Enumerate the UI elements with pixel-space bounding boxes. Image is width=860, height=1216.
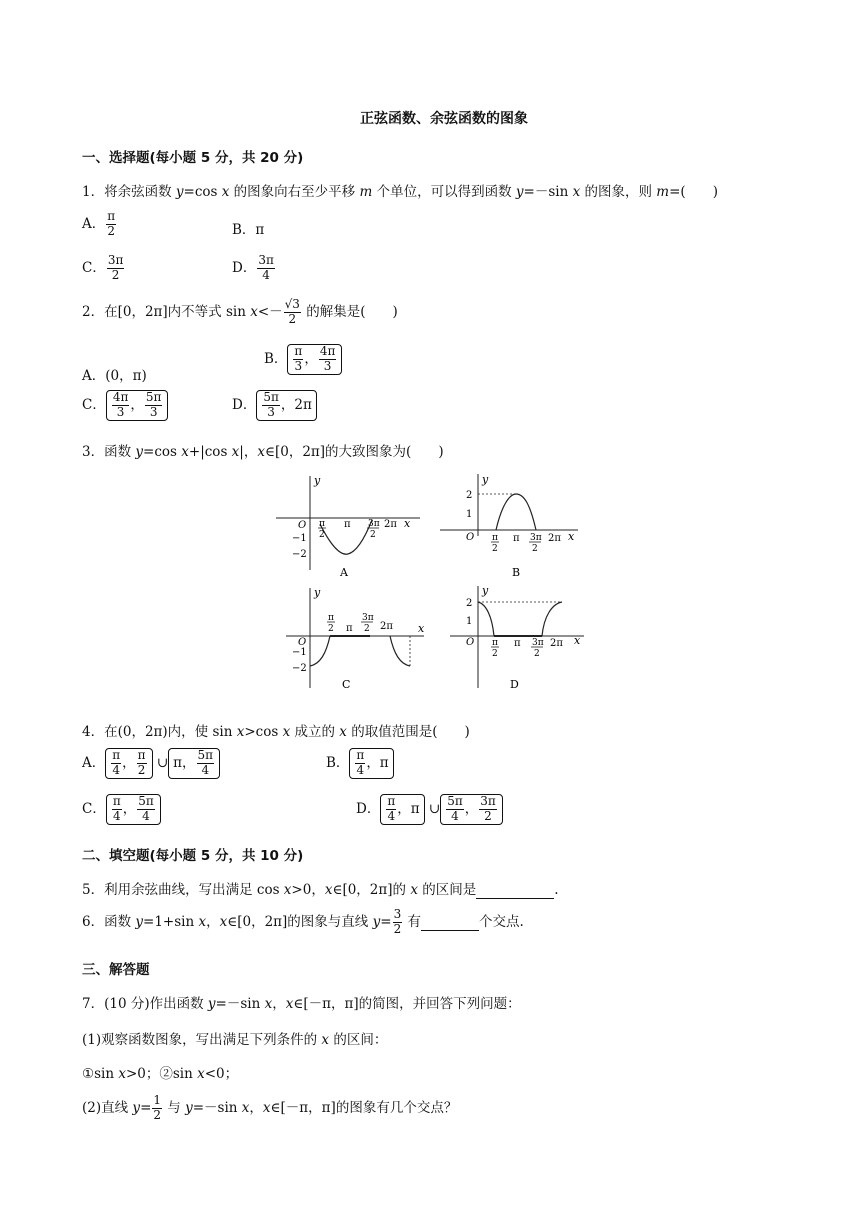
interval-bracket xyxy=(440,794,503,825)
x-axis-label: x xyxy=(418,622,425,635)
q5-var: x xyxy=(410,882,418,898)
q4-text: 成立的 xyxy=(290,724,340,740)
q7-var: x xyxy=(264,996,273,1012)
x-tick-label: π xyxy=(344,519,351,530)
q6-var: y xyxy=(372,913,381,930)
q4-var: x xyxy=(282,724,291,740)
y-axis-label: y xyxy=(482,473,489,486)
x-axis-label: x xyxy=(568,530,575,543)
option-label: A． xyxy=(82,215,106,232)
q2-text: 的解集是( ) xyxy=(301,303,398,320)
numerator: 5π xyxy=(447,794,463,808)
q1-option-a[interactable] xyxy=(82,210,117,239)
question-3-stem xyxy=(82,440,444,460)
union-symbol: ∪ xyxy=(428,800,441,817)
separator: ， xyxy=(122,800,137,817)
graph-caption: C xyxy=(342,678,351,691)
origin-label: O xyxy=(298,637,307,648)
graph-a[interactable] xyxy=(270,470,430,582)
interval-bracket xyxy=(349,748,393,779)
fraction xyxy=(355,749,365,778)
q4-option-c[interactable] xyxy=(82,794,161,825)
option-label: D． xyxy=(232,396,257,413)
x-tick-label: π xyxy=(513,533,520,544)
q7-text: ， xyxy=(272,996,286,1012)
q7-text: (1)观察函数图象，写出满足下列条件的 xyxy=(82,1032,322,1048)
q1-text: 1．将余弦函数 xyxy=(82,184,176,200)
q4-text: 的取值范围是( ) xyxy=(346,724,470,740)
q1-var: m xyxy=(656,184,670,200)
q7-text: ∈[－π，π]的简图，并回答下列问题： xyxy=(293,996,521,1012)
fraction xyxy=(319,345,337,374)
graph-caption: D xyxy=(510,678,519,691)
fraction xyxy=(112,795,122,824)
numerator: 3π xyxy=(258,253,274,267)
x-tick-label: 3π xyxy=(362,613,374,623)
q1-option-b[interactable]: B．π xyxy=(232,222,265,238)
y-tick-label: −1 xyxy=(292,647,307,658)
y-tick-label: 2 xyxy=(466,490,473,501)
separator: ，π xyxy=(366,754,389,771)
axes xyxy=(440,474,578,536)
fraction xyxy=(137,749,147,778)
open-interval-bracket xyxy=(256,390,317,421)
q7-text: 的区间： xyxy=(329,1032,388,1048)
numerator: 5π xyxy=(145,390,162,404)
numerator: π xyxy=(107,209,116,223)
q5-text: ∈[0，2π]的 xyxy=(332,882,411,898)
denominator: 2 xyxy=(288,311,297,326)
denominator: 4 xyxy=(387,808,396,823)
numerator: √3 xyxy=(284,297,300,311)
numerator: π xyxy=(356,748,365,762)
question-7-stem xyxy=(82,992,521,1012)
q3-var: x xyxy=(231,444,240,460)
q1-text: 个单位，可以得到函数 xyxy=(372,184,516,200)
q4-var: x xyxy=(236,724,245,740)
fraction xyxy=(284,298,301,327)
union-symbol: ∪ xyxy=(156,754,169,771)
origin-label: O xyxy=(466,637,475,648)
x-tick-label: 2 xyxy=(364,624,370,634)
numerator: 5π xyxy=(263,390,279,404)
q3-text: ∈[0，2π]的大致图象为( ) xyxy=(264,444,444,460)
q7-var: x xyxy=(262,1099,271,1116)
section-fill-heading: 二、填空题(每小题 5 分，共 10 分) xyxy=(82,848,304,864)
curve-left xyxy=(310,636,330,666)
numerator: 5π xyxy=(197,748,214,762)
q6-text: =1+sin xyxy=(143,913,199,930)
numerator: 1 xyxy=(153,1093,162,1107)
q2-option-c[interactable] xyxy=(82,390,168,421)
denominator: 4 xyxy=(112,808,121,823)
curve-left xyxy=(478,602,494,636)
x-tick-label: 3π xyxy=(532,638,544,648)
q7-text: ∈[－π，π]的图象有几个交点？ xyxy=(270,1099,458,1116)
q6-text: = xyxy=(380,913,392,930)
q1-var: y xyxy=(515,184,524,200)
denominator: 3 xyxy=(149,404,158,419)
q2-text: 2．在[0，2π]内不等式 sin xyxy=(82,303,251,320)
q1-var: y xyxy=(175,184,184,200)
x-axis-label: x xyxy=(574,634,581,647)
section-choice-heading: 一、选择题(每小题 5 分，共 20 分) xyxy=(82,150,304,166)
y-tick-label: 2 xyxy=(466,598,473,609)
q5-var: x xyxy=(283,882,292,898)
interval-bracket xyxy=(380,794,424,825)
q4-text: 4．在(0，2π)内，使 sin xyxy=(82,724,237,740)
option-label: B． xyxy=(326,754,350,771)
option-label: B． xyxy=(264,350,288,367)
q1-var: x xyxy=(572,184,581,200)
curve-right xyxy=(390,636,410,666)
question-1-stem xyxy=(82,180,718,200)
q7-var: x xyxy=(321,1032,330,1048)
option-label: A． xyxy=(82,754,106,771)
denominator: 3 xyxy=(294,358,303,373)
q1-text: =( ) xyxy=(669,184,718,200)
question-5-stem xyxy=(82,878,559,899)
y-tick-label: 1 xyxy=(466,509,473,520)
q1-option-c[interactable] xyxy=(82,254,125,283)
y-tick-label: −2 xyxy=(292,663,307,674)
fraction xyxy=(197,749,215,778)
separator: ， xyxy=(130,396,144,413)
separator: ，2π xyxy=(280,396,312,413)
q2-var: x xyxy=(250,303,258,320)
q7-text: 7．(10 分)作出函数 xyxy=(82,996,208,1012)
graph-caption: A xyxy=(340,566,348,579)
denominator: 2 xyxy=(393,921,402,936)
denominator: 4 xyxy=(112,762,121,777)
denominator: 2 xyxy=(484,808,492,823)
q5-text: 的区间是 xyxy=(417,882,477,898)
denominator: 4 xyxy=(201,762,210,777)
q3-var: x xyxy=(257,444,265,460)
x-tick-label: 2π xyxy=(380,621,393,632)
graph-b[interactable] xyxy=(438,470,588,582)
numerator: π xyxy=(137,748,146,762)
q5-var: x xyxy=(324,882,333,898)
denominator: 2 xyxy=(107,223,116,238)
denominator: 3 xyxy=(116,404,125,419)
fraction xyxy=(106,210,116,239)
q7-var: x xyxy=(197,1066,205,1082)
fraction xyxy=(293,345,303,374)
q7-var: x xyxy=(285,996,294,1012)
x-tick-label: 2 xyxy=(319,530,325,540)
interval-bracket xyxy=(105,748,152,779)
q5-text: 5．利用余弦曲线，写出满足 cos xyxy=(82,882,284,898)
x-tick-label: 3π xyxy=(530,533,542,543)
question-7-part-1 xyxy=(82,1028,387,1048)
answer-blank[interactable] xyxy=(421,914,479,931)
q7-text: ， xyxy=(249,1099,263,1116)
fraction xyxy=(111,749,121,778)
question-6-stem xyxy=(82,908,524,937)
x-tick-label: 3π xyxy=(368,519,380,529)
q3-var: x xyxy=(181,444,189,460)
q3-var: y xyxy=(135,444,144,460)
q3-text: +|cos xyxy=(188,444,232,460)
fraction xyxy=(479,795,497,824)
x-tick-label: π xyxy=(346,623,353,634)
separator: ， xyxy=(122,754,136,771)
q4-option-d[interactable] xyxy=(356,794,503,825)
q6-var: x xyxy=(198,913,207,930)
page-title: 正弦函数、余弦函数的图象 xyxy=(360,111,528,127)
x-tick-label: π xyxy=(492,533,498,543)
fraction xyxy=(257,254,275,283)
q7-var: x xyxy=(118,1066,126,1082)
question-7-part-2 xyxy=(82,1094,457,1123)
q6-text: ∈[0，2π]的图象与直线 xyxy=(227,913,373,930)
separator: ，π xyxy=(397,800,420,817)
open-interval-bracket xyxy=(287,344,342,375)
numerator: 3 xyxy=(393,907,402,921)
x-tick-label: π xyxy=(319,519,325,529)
denominator: 4 xyxy=(142,808,150,823)
q6-text: 6．函数 xyxy=(82,913,136,930)
numerator: 4π xyxy=(112,390,129,404)
denominator: 4 xyxy=(356,762,365,777)
numerator: 3π xyxy=(480,794,496,808)
q4-var: x xyxy=(339,724,347,740)
question-2-stem xyxy=(82,298,398,327)
q4-option-a[interactable] xyxy=(82,748,220,779)
denominator: 2 xyxy=(111,267,120,282)
q7-text: (2)直线 xyxy=(82,1099,133,1116)
graph-c[interactable] xyxy=(284,582,434,694)
q1-option-d[interactable] xyxy=(232,254,276,283)
fraction xyxy=(112,391,130,420)
numerator: 3π xyxy=(107,253,124,267)
x-tick-label: π xyxy=(492,638,498,648)
x-tick-label: 2 xyxy=(532,544,538,554)
q4-option-b[interactable] xyxy=(326,748,394,779)
numerator: π xyxy=(112,748,121,762)
option-label: C． xyxy=(82,259,106,276)
section-answer-heading: 三、解答题 xyxy=(82,962,150,978)
denominator: 4 xyxy=(262,267,270,282)
fraction xyxy=(386,795,396,824)
q1-var: m xyxy=(359,184,373,200)
open-interval-bracket xyxy=(106,390,169,421)
origin-label: O xyxy=(298,520,307,531)
question-4-stem xyxy=(82,720,470,740)
option-label: D． xyxy=(232,259,257,276)
q1-var: x xyxy=(221,184,230,200)
q5-text: . xyxy=(554,882,559,898)
x-tick-label: π xyxy=(514,638,521,649)
x-tick-label: π xyxy=(328,613,334,623)
x-axis-label: x xyxy=(404,517,411,530)
q3-text: =cos xyxy=(143,444,182,460)
numerator: 4π xyxy=(319,344,336,358)
q6-text: 有 xyxy=(403,913,421,930)
q7-text: >0；②sin xyxy=(125,1066,198,1082)
curve xyxy=(496,494,536,530)
q7-text: 与 xyxy=(163,1099,186,1116)
q3-text: 3．函数 xyxy=(82,444,136,460)
answer-blank[interactable] xyxy=(476,882,554,899)
q6-var: x xyxy=(219,913,228,930)
numerator: 5π xyxy=(138,794,154,808)
fraction xyxy=(137,795,155,824)
x-tick-label: 2 xyxy=(328,624,334,634)
q2-option-b[interactable] xyxy=(264,344,342,375)
fraction xyxy=(262,391,280,420)
graph-caption: B xyxy=(512,566,521,579)
y-axis-label: y xyxy=(314,586,321,599)
y-tick-label: −1 xyxy=(292,533,307,544)
denominator: 3 xyxy=(267,404,275,419)
q7-var: x xyxy=(241,1099,250,1116)
x-tick-label: 2π xyxy=(550,638,563,649)
fraction xyxy=(107,254,125,283)
q1-text: =－sin xyxy=(523,184,573,200)
x-tick-label: 2 xyxy=(370,530,376,540)
x-tick-label: 2π xyxy=(384,519,397,530)
x-tick-label: 2 xyxy=(492,544,498,554)
origin-label: O xyxy=(466,532,475,543)
q7-text: =－sin xyxy=(215,996,265,1012)
q7-var: y xyxy=(207,996,216,1012)
option-label: D． xyxy=(356,800,381,817)
denominator: 2 xyxy=(153,1107,162,1122)
graph-d[interactable] xyxy=(448,582,598,694)
q7-text: = xyxy=(140,1099,152,1116)
question-7-part-1-conditions xyxy=(82,1062,238,1082)
separator: ， xyxy=(464,800,479,817)
q1-text: 的图象向右至少平移 xyxy=(229,184,360,200)
q7-text: ①sin xyxy=(82,1066,119,1082)
option-label: C． xyxy=(82,800,106,817)
q3-text: |， xyxy=(239,444,258,460)
q7-var: y xyxy=(132,1099,141,1116)
q4-text: >cos xyxy=(244,724,283,740)
q5-text: >0， xyxy=(291,882,325,898)
y-tick-label: 1 xyxy=(466,616,473,627)
q6-var: y xyxy=(135,913,144,930)
x-tick-label: 2π xyxy=(548,533,561,544)
fraction xyxy=(152,1094,162,1123)
q6-text: ， xyxy=(206,913,220,930)
denominator: 2 xyxy=(137,762,146,777)
interval-start: π， xyxy=(173,754,196,771)
fraction xyxy=(393,908,403,937)
q7-text: <0； xyxy=(204,1066,239,1082)
q7-var: y xyxy=(185,1099,193,1116)
q2-option-d[interactable] xyxy=(232,390,317,421)
fraction xyxy=(446,795,464,824)
denominator: 4 xyxy=(451,808,459,823)
q2-option-a[interactable]: A．(0，π) xyxy=(82,368,147,384)
q7-text: =－sin xyxy=(192,1099,242,1116)
q2-text: <－ xyxy=(257,303,283,320)
fraction xyxy=(145,391,163,420)
denominator: 3 xyxy=(323,358,332,373)
separator: ， xyxy=(304,350,318,367)
numerator: π xyxy=(387,794,396,808)
x-tick-label: 2 xyxy=(534,649,540,659)
y-axis-label: y xyxy=(482,584,489,597)
numerator: π xyxy=(112,794,121,808)
numerator: π xyxy=(294,344,303,358)
q1-text: 的图象，则 xyxy=(580,184,657,200)
option-label: C． xyxy=(82,396,106,413)
q6-text: 个交点. xyxy=(479,913,524,930)
y-axis-label: y xyxy=(314,474,321,487)
q1-text: =cos xyxy=(183,184,222,200)
curve-right xyxy=(542,602,562,636)
interval-bracket xyxy=(106,794,161,825)
x-tick-label: 2 xyxy=(492,649,498,659)
interval-bracket xyxy=(168,748,220,779)
y-tick-label: −2 xyxy=(292,549,307,560)
